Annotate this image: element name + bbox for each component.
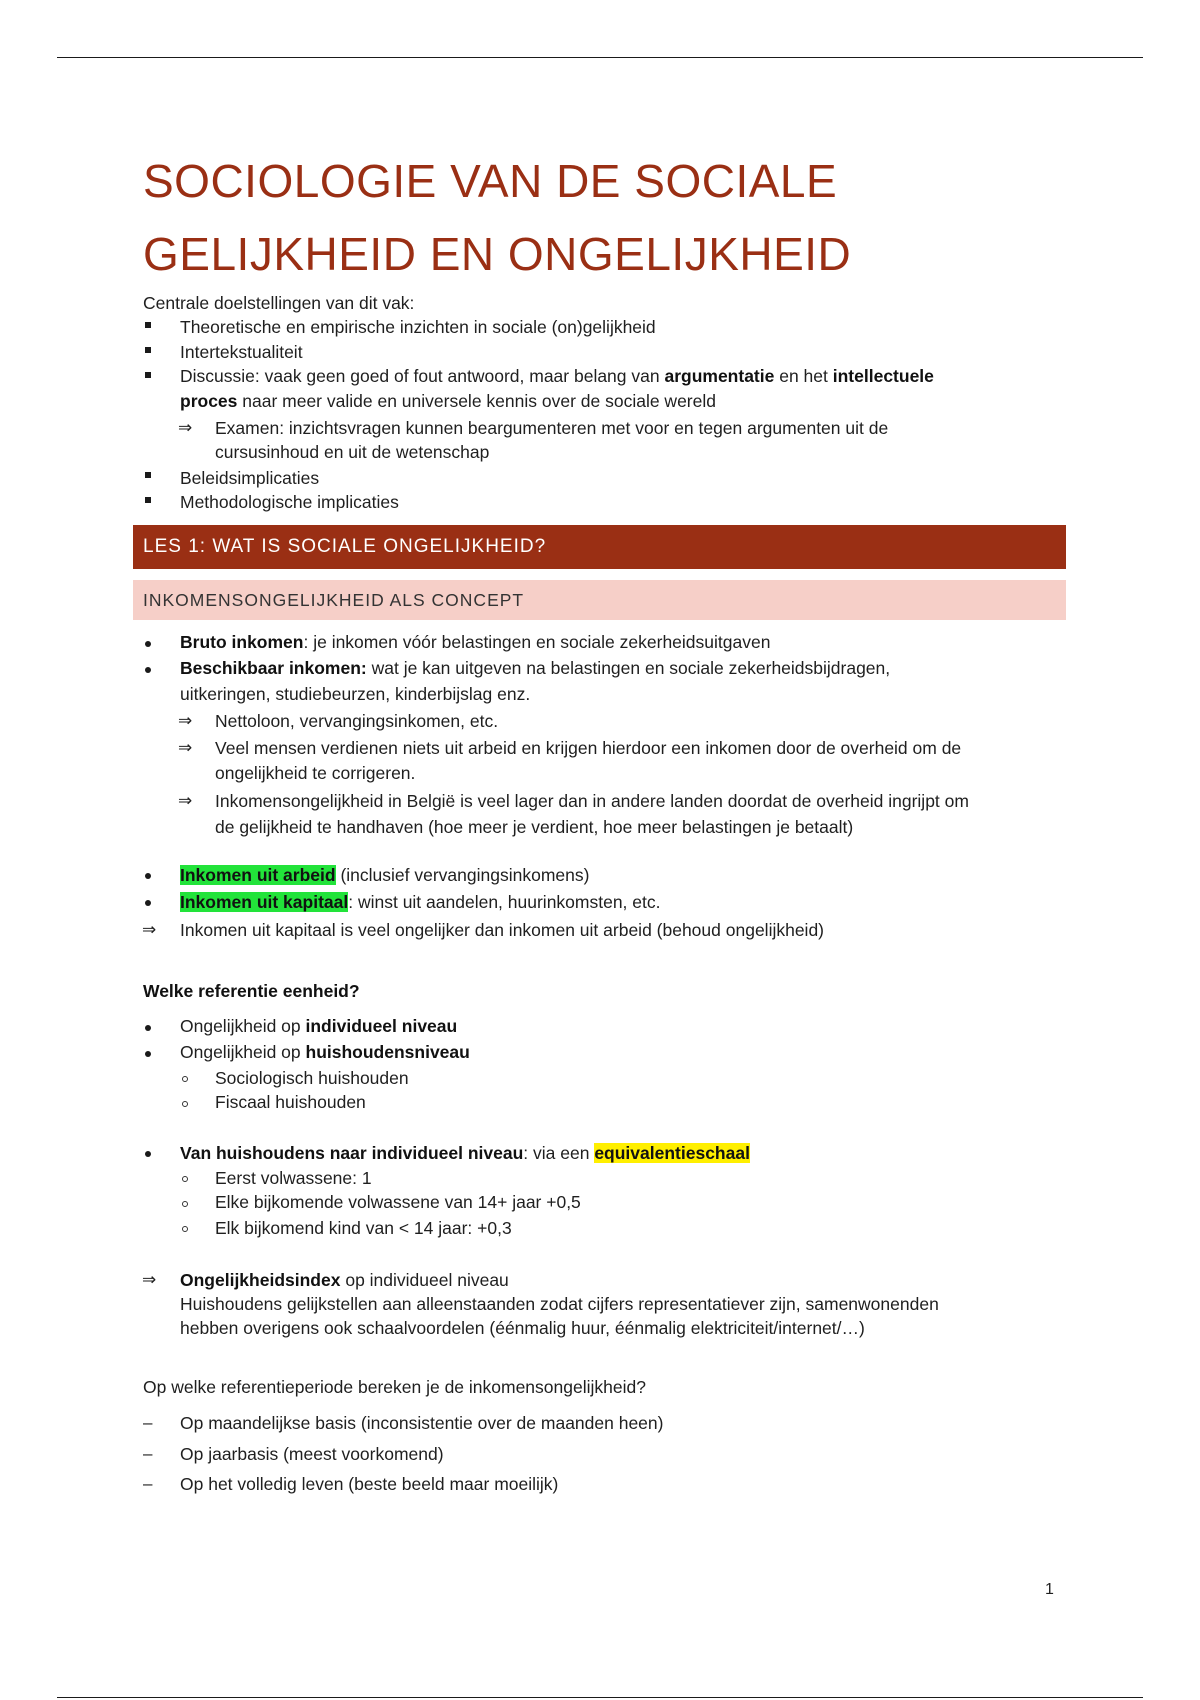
period-question: Op welke referentieperiode bereken je de inkomensongelijkheid? <box>143 1377 646 1397</box>
ongelijkheidsindex-item <box>180 1268 509 1292</box>
top-rule <box>57 57 1143 58</box>
title-line-1: SOCIOLOGIE VAN DE SOCIALE <box>143 155 838 207</box>
inkomen-arbeid-item <box>180 863 589 887</box>
inkomen-arbeid-note: (inclusief vervangingsinkomens) <box>335 865 590 885</box>
round-bullet <box>145 1051 151 1057</box>
dash-bullet: – <box>143 1474 153 1493</box>
equivalentie-rule-1: Eerst volwassene: 1 <box>215 1168 372 1188</box>
reference-item-1 <box>180 1014 457 1038</box>
circle-bullet <box>182 1201 188 1207</box>
ongelijkheidsindex-level: op individueel niveau <box>340 1270 509 1290</box>
sociologisch-huishouden: Sociologisch huishouden <box>215 1068 409 1088</box>
intro-bullet-2: Intertekstualiteit <box>180 342 303 362</box>
square-bullet <box>145 497 151 503</box>
beschikbaar-inkomen-line-2: uitkeringen, studiebeurzen, kinderbijslag enz. <box>180 684 531 704</box>
individueel-niveau-term: individueel niveau <box>305 1016 458 1036</box>
round-bullet <box>145 1025 151 1031</box>
huishoudens-naar-individueel-term: Van huishoudens naar individueel niveau <box>180 1143 524 1163</box>
bottom-rule <box>57 1697 1143 1698</box>
beschikbaar-inkomen-term: Beschikbaar inkomen: <box>180 658 367 678</box>
page-number: 1 <box>1045 1581 1054 1598</box>
equivalentie-rule-2: Elke bijkomende volwassene van 14+ jaar +0,5 <box>215 1192 581 1212</box>
beschikbaar-inkomen-item <box>180 656 890 680</box>
square-bullet <box>145 322 151 328</box>
beschikbaar-inkomen-definition: wat je kan uitgeven na belastingen en sociale zekerheidsbijdragen, <box>366 658 891 678</box>
subsection-heading-inkomen: INKOMENSONGELIJKHEID ALS CONCEPT <box>133 580 1066 620</box>
intro-bullet-3-text: Discussie: vaak geen goed of fout antwoord, maar belang van <box>180 366 665 386</box>
square-bullet <box>145 347 151 353</box>
bruto-inkomen-item <box>180 630 770 654</box>
huishoudensniveau-term: huishoudensniveau <box>305 1042 470 1062</box>
inkomen-kapitaal-highlight: Inkomen uit kapitaal <box>180 892 349 912</box>
fiscaal-huishouden: Fiscaal huishouden <box>215 1092 366 1112</box>
income-arrow-3-line-2: de gelijkheid te handhaven (hoe meer je verdient, hoe meer belastingen je betaalt) <box>215 817 854 837</box>
round-bullet <box>145 873 151 879</box>
circle-bullet <box>182 1101 188 1107</box>
ongelijkheidsindex-line-2: Huishoudens gelijkstellen aan alleenstaanden zodat cijfers representatiever zijn, samenwonenden <box>180 1294 939 1314</box>
reference-heading <box>143 979 360 1003</box>
income-arrow-1: Nettoloon, vervangingsinkomen, etc. <box>215 711 499 731</box>
round-bullet <box>145 641 151 647</box>
inkomen-kapitaal-note: : winst uit aandelen, huurinkomsten, etc. <box>348 892 661 912</box>
intro-bullet-4: Beleidsimplicaties <box>180 468 320 488</box>
round-bullet <box>145 1151 151 1157</box>
document-title <box>143 145 1093 291</box>
intro-heading: Centrale doelstellingen van dit vak: <box>143 293 415 313</box>
arrow-icon: ⇒ <box>178 791 193 810</box>
circle-bullet <box>182 1076 188 1082</box>
round-bullet <box>145 667 151 673</box>
equivalentie-rule-3: Elk bijkomend kind van < 14 jaar: +0,3 <box>215 1218 512 1238</box>
reference-item-2-prefix: Ongelijkheid op <box>180 1042 306 1062</box>
circle-bullet <box>182 1226 188 1232</box>
equivalentie-connector: : via een <box>523 1143 595 1163</box>
intellectuele-term: intellectuele <box>832 366 934 386</box>
reference-heading-text: Welke referentie eenheid? <box>143 981 360 1001</box>
income-arrow-2-line-1: Veel mensen verdienen niets uit arbeid en krijgen hierdoor een inkomen door de overheid om de <box>215 738 962 758</box>
arrow-icon: ⇒ <box>178 738 193 757</box>
circle-bullet <box>182 1176 188 1182</box>
arrow-icon: ⇒ <box>142 1270 157 1289</box>
equivalentie-item <box>180 1141 750 1165</box>
square-bullet <box>145 372 151 378</box>
dash-bullet: – <box>143 1413 153 1432</box>
reference-item-2 <box>180 1040 470 1064</box>
inkomen-arbeid-highlight: Inkomen uit arbeid <box>180 865 336 885</box>
intro-bullet-3-post: naar meer valide en universele kennis over de sociale wereld <box>237 391 716 411</box>
income-arrow-3-line-1: Inkomensongelijkheid in België is veel lager dan in andere landen doordat de overheid ingrijpt om <box>215 791 969 811</box>
period-item-3: Op het volledig leven (beste beeld maar moeilijk) <box>180 1474 559 1494</box>
round-bullet <box>145 900 151 906</box>
ongelijkheidsindex-term: Ongelijkheidsindex <box>180 1270 341 1290</box>
income-arrow-2-line-2: ongelijkheid te corrigeren. <box>215 763 416 783</box>
ongelijkheidsindex-line-3: hebben overigens ook schaalvoordelen (éénmalig huur, éénmalig elektriciteit/internet/…) <box>180 1318 865 1338</box>
bruto-inkomen-definition: : je inkomen vóór belastingen en sociale zekerheidsuitgaven <box>303 632 771 652</box>
section-heading-les-1: LES 1: WAT IS SOCIALE ONGELIJKHEID? <box>133 525 1066 569</box>
bruto-inkomen-term: Bruto inkomen <box>180 632 304 652</box>
title-line-2: GELIJKHEID EN ONGELIJKHEID <box>143 228 852 280</box>
arrow-icon: ⇒ <box>178 418 193 437</box>
proces-term: proces <box>180 391 238 411</box>
exam-note-line-1: Examen: inzichtsvragen kunnen beargumenteren met voor en tegen argumenten uit de <box>215 418 889 438</box>
dash-bullet: – <box>143 1444 153 1463</box>
intro-bullet-3-line-2 <box>180 389 716 413</box>
reference-item-1-prefix: Ongelijkheid op <box>180 1016 306 1036</box>
period-item-1: Op maandelijkse basis (inconsistentie over de maanden heen) <box>180 1413 664 1433</box>
intro-bullet-3 <box>180 364 934 388</box>
argumentatie-term: argumentatie <box>664 366 775 386</box>
inkomen-kapitaal-item <box>180 890 661 914</box>
kapitaal-conclusion: Inkomen uit kapitaal is veel ongelijker dan inkomen uit arbeid (behoud ongelijkheid) <box>180 920 825 940</box>
equivalentieschaal-highlight: equivalentieschaal <box>594 1143 750 1163</box>
arrow-icon: ⇒ <box>142 920 157 939</box>
intro-bullet-1: Theoretische en empirische inzichten in sociale (on)gelijkheid <box>180 317 656 337</box>
intro-bullet-3-mid: en het <box>774 366 833 386</box>
intro-bullet-5: Methodologische implicaties <box>180 492 399 512</box>
period-item-2: Op jaarbasis (meest voorkomend) <box>180 1444 444 1464</box>
arrow-icon: ⇒ <box>178 711 193 730</box>
square-bullet <box>145 472 151 478</box>
exam-note-line-2: cursusinhoud en uit de wetenschap <box>215 442 490 462</box>
